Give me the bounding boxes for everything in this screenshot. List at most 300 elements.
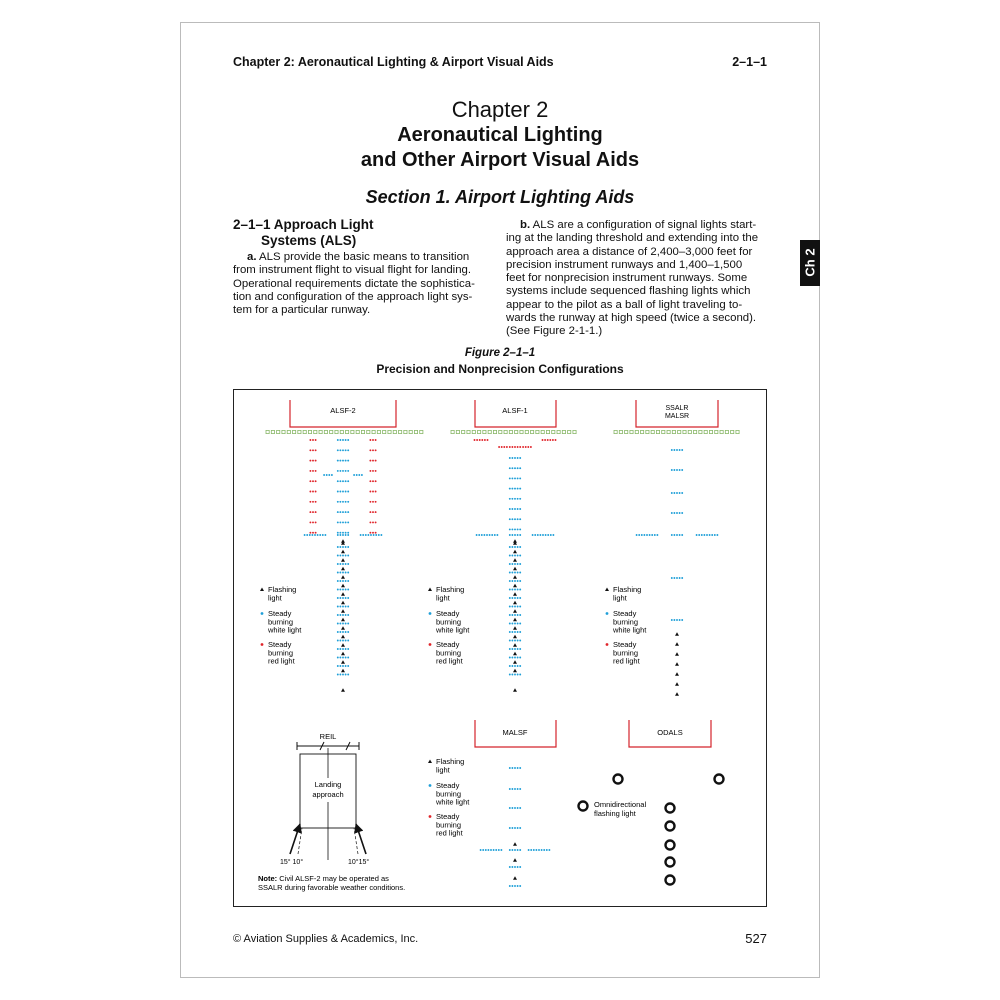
flashing-light: [341, 635, 345, 639]
threshold-light: [277, 430, 280, 433]
white-light: [671, 619, 673, 621]
white-light: [345, 563, 347, 565]
flashing-light: [513, 635, 517, 639]
red-legend-label: Steady: [436, 812, 460, 821]
red-light: [309, 439, 311, 441]
white-light: [511, 648, 513, 650]
red-legend-label: burning: [436, 648, 462, 658]
white-light: [676, 469, 678, 471]
red-light: [552, 439, 554, 441]
white-light: [517, 866, 519, 868]
white-light: [550, 534, 552, 536]
red-light: [476, 439, 478, 441]
flashing-light: [513, 643, 517, 647]
white-light: [509, 572, 511, 574]
red-legend-label: Steady: [613, 640, 637, 649]
running-header: Chapter 2: Aeronautical Lighting & Airport Visual Aids: [233, 55, 554, 69]
white-light: [328, 474, 330, 476]
white-light: [347, 460, 349, 462]
white-light: [509, 555, 511, 557]
white-light: [370, 534, 372, 536]
threshold-light: [330, 430, 333, 433]
threshold-light: [388, 430, 391, 433]
white-light: [511, 477, 513, 479]
white-light: [519, 528, 521, 530]
threshold-light: [488, 430, 491, 433]
red-light: [375, 470, 377, 472]
threshold-light: [493, 430, 496, 433]
white-light: [319, 534, 321, 536]
white-light: [342, 460, 344, 462]
figure-caption: Figure 2–1–1: [464, 347, 536, 359]
threshold-light: [467, 430, 470, 433]
omnidirectional-light: [666, 841, 675, 850]
red-light: [547, 439, 549, 441]
white-light: [347, 631, 349, 633]
white-light: [514, 657, 516, 659]
white-light: [493, 849, 495, 851]
red-light: [501, 446, 503, 448]
flashing-light: [675, 662, 679, 666]
white-light: [365, 534, 367, 536]
white-light: [542, 534, 544, 536]
white-light: [514, 597, 516, 599]
text-line: Operational requirements dictate the sophistica-: [233, 277, 475, 290]
white-light: [347, 657, 349, 659]
white-light: [701, 534, 703, 536]
alsf1-label: ALSF-1: [502, 406, 528, 415]
white-light: [339, 555, 341, 557]
white-legend-label: white light: [436, 797, 470, 807]
red-light: [372, 501, 374, 503]
red-light: [369, 480, 371, 482]
text-line: wards the runway at high speed (twice a second).: [506, 312, 757, 325]
threshold-light: [483, 430, 486, 433]
white-light: [679, 492, 681, 494]
paragraph-a: [233, 251, 523, 317]
white-light: [326, 474, 328, 476]
white-light: [514, 488, 516, 490]
red-light: [315, 439, 317, 441]
white-legend-label: Steady: [268, 609, 292, 618]
flashing-light: [341, 601, 345, 605]
threshold-light: [614, 430, 617, 433]
red-light: [544, 439, 546, 441]
white-light: [517, 477, 519, 479]
figure-note-line-2: SSALR during favorable weather conditions.: [258, 883, 406, 892]
white-light: [495, 849, 497, 851]
white-light: [519, 534, 521, 536]
red-light: [309, 480, 311, 482]
white-legend-label: burning: [436, 789, 462, 799]
threshold-light: [451, 430, 454, 433]
white-light: [673, 619, 675, 621]
red-light: [312, 501, 314, 503]
white-light: [373, 534, 375, 536]
white-light: [337, 439, 339, 441]
white-light: [345, 491, 347, 493]
text-line: systems include sequenced flashing lights which: [506, 285, 751, 298]
white-light: [342, 521, 344, 523]
white-light: [671, 577, 673, 579]
white-light: [679, 469, 681, 471]
omni-light-icon: [579, 802, 588, 811]
white-light: [543, 849, 545, 851]
red-light: [309, 449, 311, 451]
red-light: [312, 460, 314, 462]
threshold-light: [346, 430, 349, 433]
white-light: [347, 589, 349, 591]
white-light: [651, 534, 653, 536]
white-light: [486, 534, 488, 536]
white-light: [514, 606, 516, 608]
flashing-light: [513, 652, 517, 656]
white-legend-icon: [429, 784, 432, 787]
white-legend-label: white light: [268, 625, 302, 635]
white-light: [676, 512, 678, 514]
white-light: [342, 511, 344, 513]
flashing-light: [513, 601, 517, 605]
white-light: [347, 665, 349, 667]
white-light: [517, 597, 519, 599]
white-light: [643, 534, 645, 536]
white-light: [309, 534, 311, 536]
text-line: ALS provide the basic means to transition: [256, 251, 470, 263]
white-light: [511, 508, 513, 510]
white-light: [511, 597, 513, 599]
white-light: [353, 474, 355, 476]
flashing-light: [513, 575, 517, 579]
white-light: [347, 521, 349, 523]
white-light: [519, 674, 521, 676]
subsection-heading-line-2: Systems (ALS): [261, 233, 357, 248]
white-light: [514, 563, 516, 565]
white-light: [337, 572, 339, 574]
white-light: [337, 480, 339, 482]
red-light: [315, 532, 317, 534]
white-light: [337, 460, 339, 462]
threshold-light: [625, 430, 628, 433]
white-light: [342, 631, 344, 633]
red-light: [372, 439, 374, 441]
red-light: [484, 439, 486, 441]
reil-diagram: [280, 732, 369, 866]
white-light: [552, 534, 554, 536]
white-light: [347, 572, 349, 574]
white-light: [519, 767, 521, 769]
white-light: [509, 866, 511, 868]
white-light: [511, 657, 513, 659]
white-light: [339, 491, 341, 493]
white-light: [347, 546, 349, 548]
chapter-tab-label: Ch 2: [802, 248, 818, 277]
white-light: [356, 474, 358, 476]
white-light: [519, 614, 521, 616]
text-line: approach area a distance of 2,400–3,000 feet for: [506, 245, 753, 258]
white-light: [511, 807, 513, 809]
white-light: [509, 457, 511, 459]
red-light: [375, 511, 377, 513]
white-light: [511, 580, 513, 582]
flashing-light: [675, 652, 679, 656]
chapter-title-line-2: and Other Airport Visual Aids: [360, 149, 640, 171]
red-light: [372, 532, 374, 534]
threshold-light: [324, 430, 327, 433]
threshold-light: [282, 430, 285, 433]
white-light: [339, 563, 341, 565]
landing-label-1: Landing: [314, 780, 342, 789]
white-light: [345, 501, 347, 503]
omni-label-1: Omnidirectional: [594, 800, 647, 809]
white-light: [545, 534, 547, 536]
white-light: [342, 501, 344, 503]
white-light: [496, 534, 498, 536]
omnidirectional-light: [666, 876, 675, 885]
white-light: [517, 665, 519, 667]
red-light: [555, 439, 557, 441]
white-light: [342, 606, 344, 608]
white-light: [517, 467, 519, 469]
omnidirectional-light: [614, 775, 623, 784]
red-legend-icon: [429, 643, 432, 646]
white-light: [342, 640, 344, 642]
white-light: [511, 866, 513, 868]
white-light: [535, 849, 537, 851]
flashing-light: [341, 626, 345, 630]
white-legend-icon: [261, 612, 264, 615]
white-light: [511, 546, 513, 548]
white-light: [483, 534, 485, 536]
white-light: [514, 580, 516, 582]
white-light: [337, 589, 339, 591]
white-light: [509, 807, 511, 809]
white-light: [681, 577, 683, 579]
white-light: [676, 619, 678, 621]
white-light: [342, 665, 344, 667]
threshold-light: [709, 430, 712, 433]
white-light: [337, 606, 339, 608]
white-legend-label: white light: [436, 625, 470, 635]
white-light: [511, 534, 513, 536]
figure-note: [258, 874, 389, 883]
threshold-light: [499, 430, 502, 433]
white-light: [514, 807, 516, 809]
flashing-light: [513, 858, 517, 862]
white-light: [342, 534, 344, 536]
white-light: [517, 457, 519, 459]
threshold-light: [568, 430, 571, 433]
red-light: [375, 521, 377, 523]
white-light: [337, 640, 339, 642]
red-light: [549, 439, 551, 441]
white-light: [514, 849, 516, 851]
white-light: [509, 665, 511, 667]
text-line: appear to the pilot as a ball of light traveling to-: [506, 298, 743, 311]
white-light: [638, 534, 640, 536]
white-light: [345, 665, 347, 667]
white-light: [339, 623, 341, 625]
white-light: [342, 589, 344, 591]
red-light: [530, 446, 532, 448]
flashing-light: [513, 626, 517, 630]
threshold-light: [573, 430, 576, 433]
red-light: [511, 446, 513, 448]
white-light: [519, 546, 521, 548]
white-light: [517, 849, 519, 851]
white-light: [537, 534, 539, 536]
red-light: [312, 439, 314, 441]
white-light: [676, 534, 678, 536]
red-light: [312, 449, 314, 451]
white-light: [509, 589, 511, 591]
white-light: [511, 623, 513, 625]
red-light: [509, 446, 511, 448]
white-light: [339, 648, 341, 650]
white-light: [519, 555, 521, 557]
white-light: [533, 849, 535, 851]
omnidirectional-light: [715, 775, 724, 784]
white-light: [345, 439, 347, 441]
flashing-light: [513, 618, 517, 622]
threshold-light: [361, 430, 364, 433]
red-light: [369, 491, 371, 493]
red-legend-icon: [429, 815, 432, 818]
white-light: [714, 534, 716, 536]
white-light: [345, 555, 347, 557]
white-light: [514, 614, 516, 616]
red-light: [375, 532, 377, 534]
white-light: [345, 521, 347, 523]
threshold-light: [662, 430, 665, 433]
white-legend-label: Steady: [436, 609, 460, 618]
flashing-light: [513, 669, 517, 673]
chapter-title: [181, 123, 819, 173]
figure-title: Precision and Nonprecision Configurations: [376, 362, 624, 376]
white-light: [339, 657, 341, 659]
white-light: [509, 477, 511, 479]
text-line: tem for a particular runway.: [233, 304, 371, 317]
white-light: [509, 648, 511, 650]
white-light: [671, 534, 673, 536]
threshold-light: [641, 430, 644, 433]
threshold-light: [404, 430, 407, 433]
red-light: [517, 446, 519, 448]
white-light: [514, 827, 516, 829]
white-light: [511, 467, 513, 469]
white-light: [345, 580, 347, 582]
white-light: [345, 534, 347, 536]
flashing-light: [341, 660, 345, 664]
threshold-light: [651, 430, 654, 433]
omni-label-2: flashing light: [594, 809, 636, 818]
white-light: [347, 555, 349, 557]
white-light: [317, 534, 319, 536]
white-light: [511, 488, 513, 490]
white-light: [509, 580, 511, 582]
flashing-legend-icon: [605, 588, 609, 592]
white-light: [517, 767, 519, 769]
white-light: [339, 480, 341, 482]
white-light: [514, 674, 516, 676]
white-light: [511, 572, 513, 574]
white-light: [514, 665, 516, 667]
white-light: [476, 534, 478, 536]
threshold-light: [688, 430, 691, 433]
white-light: [339, 665, 341, 667]
white-light: [519, 640, 521, 642]
white-legend-label: burning: [268, 617, 294, 627]
red-legend-label: red light: [436, 656, 463, 666]
text-line: feet for nonprecision instrument runways. Some: [506, 272, 748, 285]
red-legend-label: red light: [613, 656, 640, 666]
white-light: [345, 572, 347, 574]
red-light: [312, 532, 314, 534]
white-light: [698, 534, 700, 536]
threshold-light: [367, 430, 370, 433]
white-light: [342, 572, 344, 574]
white-light: [509, 631, 511, 633]
white-light: [517, 546, 519, 548]
threshold-light: [509, 430, 512, 433]
paragraph-a-lead: a.: [247, 251, 257, 263]
white-light: [676, 577, 678, 579]
white-light: [345, 674, 347, 676]
white-light: [339, 501, 341, 503]
white-light: [337, 597, 339, 599]
threshold-light: [704, 430, 707, 433]
threshold-light: [672, 430, 675, 433]
red-light: [375, 460, 377, 462]
white-light: [511, 849, 513, 851]
white-light: [347, 470, 349, 472]
flashing-light: [513, 688, 517, 692]
white-light: [345, 614, 347, 616]
white-light: [534, 534, 536, 536]
white-light: [323, 474, 325, 476]
white-light: [511, 665, 513, 667]
white-light: [681, 619, 683, 621]
white-light: [362, 534, 364, 536]
threshold-light: [515, 430, 518, 433]
threshold-light: [656, 430, 659, 433]
white-light: [517, 640, 519, 642]
flashing-legend-label: light: [268, 593, 282, 603]
white-light: [519, 885, 521, 887]
white-light: [509, 623, 511, 625]
white-light: [517, 885, 519, 887]
threshold-light: [351, 430, 354, 433]
red-light: [375, 501, 377, 503]
white-light: [337, 614, 339, 616]
white-light: [514, 589, 516, 591]
white-light: [337, 563, 339, 565]
flashing-light: [513, 660, 517, 664]
white-light: [337, 449, 339, 451]
red-legend-label: red light: [436, 828, 463, 838]
text-line: ALS are a configuration of signal lights start-: [530, 219, 757, 231]
threshold-light: [725, 430, 728, 433]
red-light: [525, 446, 527, 448]
white-light: [511, 827, 513, 829]
white-light: [517, 555, 519, 557]
white-light: [306, 534, 308, 536]
white-light: [509, 563, 511, 565]
threshold-light: [377, 430, 380, 433]
white-light: [517, 623, 519, 625]
white-light: [347, 480, 349, 482]
red-legend-label: burning: [436, 820, 462, 830]
white-light: [337, 511, 339, 513]
